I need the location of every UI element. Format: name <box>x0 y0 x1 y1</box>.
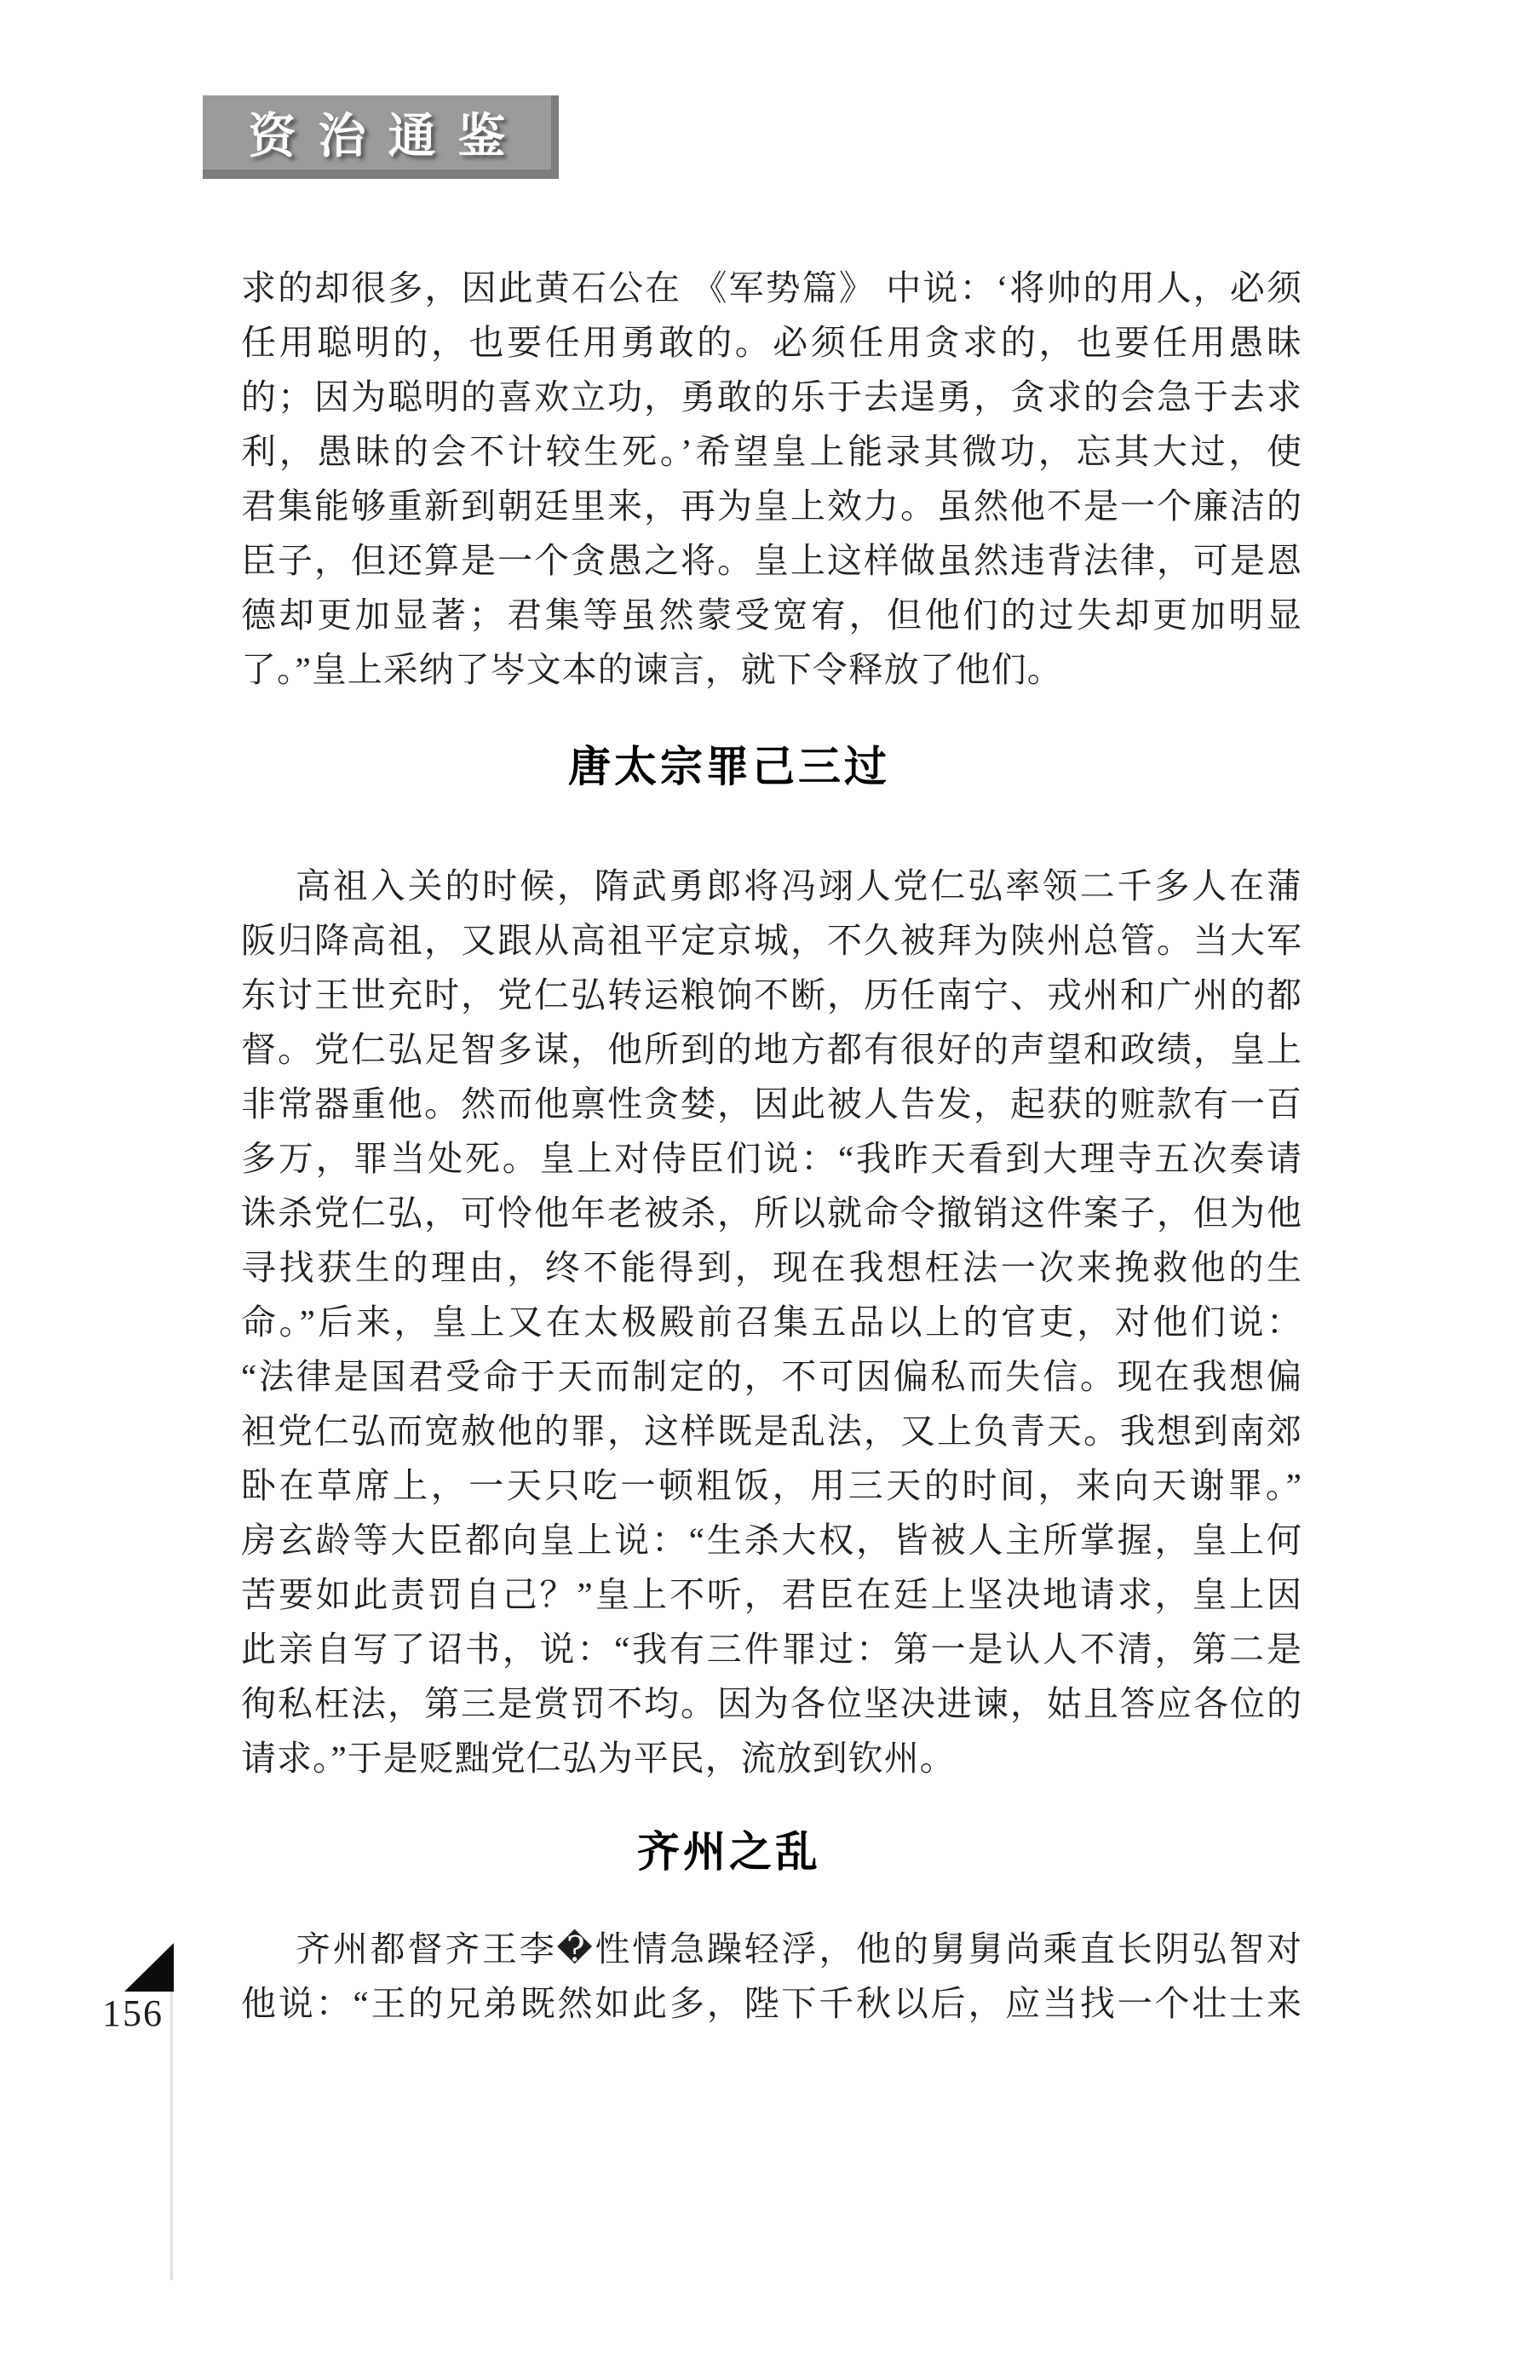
text-line: 非常器重他。然而他禀性贪婪，因此被人告发，起获的赃款有一百 <box>241 1084 1302 1124</box>
text-line: 的；因为聪明的喜欢立功，勇敢的乐于去逞勇，贪求的会急于去求 <box>241 377 1302 417</box>
page-number: 156 <box>102 1992 164 2034</box>
text-line: 命。”后来，皇上又在太极殿前召集五品以上的官吏，对他们说： <box>241 1302 1302 1342</box>
text-line: 徇私枉法，第三是赏罚不均。因为各位坚决进谏，姑且答应各位的 <box>241 1684 1302 1723</box>
text-line: 德却更加显著；君集等虽然蒙受宽宥，但他们的过失却更加明显 <box>241 595 1302 635</box>
text-line: 君集能够重新到朝廷里来，再为皇上效力。虽然他不是一个廉洁的 <box>241 486 1302 526</box>
text-line: 任用聪明的，也要任用勇敢的。必须任用贪求的，也要任用愚昧 <box>241 323 1302 362</box>
text-line: 求的却很多，因此黄石公在 《军势篇》 中说：‘将帅的用人，必须 <box>241 268 1302 308</box>
paragraph-1 <box>241 261 1302 697</box>
section-heading-2: 齐州之乱 <box>637 1828 821 1876</box>
text-line: 高祖入关的时候，隋武勇郎将冯翊人党仁弘率领二千多人在蒲 <box>296 866 1302 905</box>
text-line: 阪归降高祖，又跟从高祖平定京城，不久被拜为陕州总管。当大军 <box>241 921 1302 960</box>
corner-triangle-icon <box>124 1943 174 1992</box>
text-line: 利，愚昧的会不计较生死。’希望皇上能录其微功，忘其大过，使 <box>241 432 1302 471</box>
text-line: 诛杀党仁弘，可怜他年老被杀，所以就命令撤销这件案子，但为他 <box>241 1193 1302 1233</box>
text-line: 多万，罪当处死。皇上对侍臣们说：“我昨天看到大理寺五次奏请 <box>241 1139 1302 1178</box>
text-line: 督。党仁弘足智多谋，他所到的地方都有很好的声望和政绩，皇上 <box>241 1030 1302 1069</box>
text-line: 房玄龄等大臣都向皇上说：“生杀大权，皆被人主所掌握，皇上何 <box>241 1521 1302 1560</box>
text-line: 东讨王世充时，党仁弘转运粮饷不断，历任南宁、戎州和广州的都 <box>241 975 1302 1015</box>
book-logo-text: 资治通鉴 <box>248 108 528 163</box>
text-line: 请求。”于是贬黜党仁弘为平民，流放到钦州。 <box>241 1739 956 1778</box>
text-line: 寻找获生的理由，终不能得到，现在我想枉法一次来挽救他的生 <box>241 1248 1302 1287</box>
text-line: 了。”皇上采纳了岑文本的谏言，就下令释放了他们。 <box>241 650 1063 689</box>
page-content <box>241 261 1302 2031</box>
text-line: “法律是国君受命于天而制定的，不可因偏私而失信。现在我想偏 <box>241 1357 1302 1396</box>
page-edge-line <box>170 1992 173 2280</box>
text-line: 此亲自写了诏书，说：“我有三件罪过：第一是认人不清，第二是 <box>241 1630 1302 1669</box>
text-line: 卧在草席上，一天只吃一顿粗饭，用三天的时间，来向天谢罪。” <box>241 1466 1302 1505</box>
text-line: 苦要如此责罚自己？”皇上不听，君臣在廷上坚决地请求，皇上因 <box>241 1575 1302 1614</box>
section-heading-1: 唐太宗罪己三过 <box>568 743 890 790</box>
text-line: 臣子，但还算是一个贪愚之将。皇上这样做虽然违背法律，可是恩 <box>241 541 1302 580</box>
paragraph-2 <box>241 859 1302 1785</box>
book-logo <box>203 95 559 179</box>
text-line: 他说：“王的兄弟既然如此多，陛下千秋以后，应当找一个壮士来 <box>241 1984 1302 2023</box>
text-line: 袒党仁弘而宽赦他的罪，这样既是乱法，又上负青天。我想到南郊 <box>241 1411 1302 1451</box>
paragraph-3 <box>241 1922 1302 2031</box>
text-line: 齐州都督齐王李�性情急躁轻浮，他的舅舅尚乘直长阴弘智对 <box>296 1929 1302 1969</box>
